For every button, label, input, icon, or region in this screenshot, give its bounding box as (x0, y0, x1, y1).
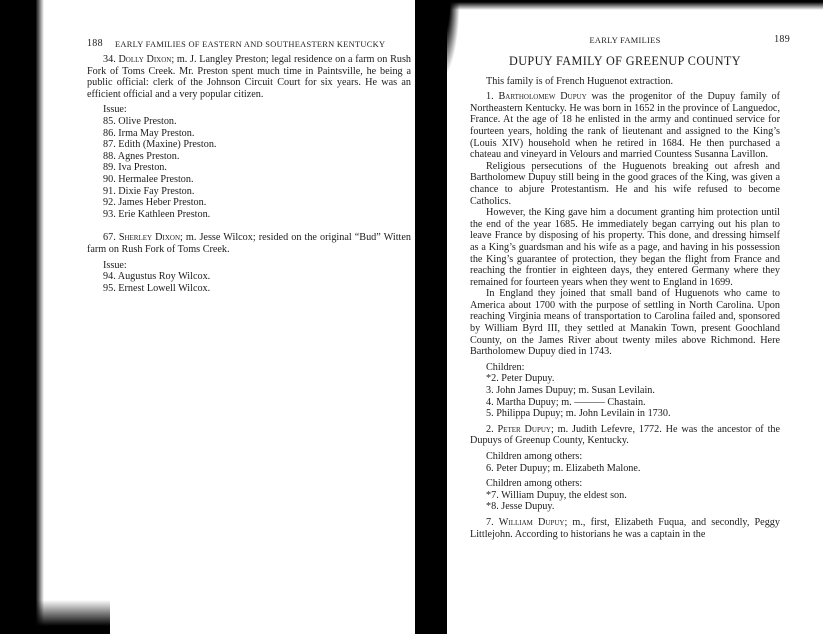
entry-2 (470, 424, 780, 447)
list-item: 92. James Heber Preston. (103, 197, 207, 209)
children-label: Children: (486, 361, 525, 373)
entry-name: Peter Dupuy (497, 423, 551, 435)
list-item: *2. Peter Dupuy. (486, 373, 555, 385)
list-item: 86. Irma May Preston. (103, 127, 195, 139)
list-item: 93. Erie Kathleen Preston. (103, 208, 211, 220)
list-item: 3. John James Dupuy; m. Susan Levilain. (486, 385, 655, 397)
entry-name: Sherley Dixon (118, 232, 181, 244)
children-among-label: Children among others: (486, 451, 583, 462)
paragraph: However, the King gave him a document granting him protection until the end of the year 1685. He immediately began carrying out his plan to leave France by disposing of his property. This done, and dressing himself as a King’s guardsman and his wife as a page, and having in his possession the King’s guarantee of protection, they began the flight from France and reaching the frontier in eighteen days, they entered Germany where they remained for fourteen years when they went to England in 1699. (470, 207, 780, 288)
right-running-head: EARLY FAMILIES (589, 36, 661, 45)
page-corner-shadow (0, 600, 110, 634)
paragraph: In England they joined that small band of Huguenots who came to America about 1700 with the purpose of settling in North Carolina. Upon reaching Virginia means of transportation to Carolina failed and, sponsored by William Byrd III, they settled at Manakin Town, present Goochland County, on the James River about twenty miles above Richmond. Here Bartholomew Dupuy died in 1743. (470, 288, 780, 358)
children-list-2 (470, 463, 780, 475)
list-item: 5. Philippa Dupuy; m. John Levilain in 1730. (486, 408, 671, 420)
entry-text: ; m. Judith Lefevre, 1772. He was the ancestor of the Dupuys of Greenup County, Kentucky. (470, 423, 781, 447)
issue-list-1 (87, 116, 411, 220)
entry-name: William Dupuy (498, 516, 565, 528)
entry-number: 7. (486, 516, 494, 528)
entry-1 (470, 91, 780, 161)
intro-paragraph: This family is of French Huguenot extraction. (486, 75, 674, 87)
list-item: *7. William Dupuy, the eldest son. (486, 489, 627, 501)
entry-text: ; m., first, Elizabeth Fuqua, and secondly, Peggy Littlejohn. According to historians he was a captain in the (470, 516, 780, 540)
entry-number: 2. (486, 423, 494, 435)
issue-list-2 (87, 271, 411, 294)
entry-name: Bartholomew Dupuy (498, 91, 587, 103)
list-item: 85. Olive Preston. (103, 115, 177, 127)
children-list-1 (470, 373, 780, 419)
book-gutter (415, 0, 447, 634)
list-item: 88. Agnes Preston. (103, 150, 180, 162)
list-item: 90. Hermalee Preston. (103, 173, 194, 185)
entry-34 (87, 54, 411, 100)
list-item: 94. Augustus Roy Wilcox. (103, 271, 211, 283)
left-page-number: 188 (87, 38, 103, 49)
entry-number: 67. (103, 232, 116, 244)
list-item: 6. Peter Dupuy; m. Elizabeth Malone. (486, 462, 641, 474)
children-list-3 (470, 490, 780, 513)
page-curl-left (30, 0, 44, 634)
entry-text: ; m. Jesse Wilcox; resided on the original “Bud” Witten farm on Rush Fork of Toms Creek. (87, 232, 411, 255)
top-edge-shadow (447, 0, 823, 10)
list-item: *8. Jesse Dupuy. (486, 501, 555, 513)
entry-name: Dolly Dixon (118, 54, 172, 65)
right-page-text (470, 34, 790, 540)
list-item: 91. Dixie Fay Preston. (103, 185, 195, 197)
left-running-head: EARLY FAMILIES OF EASTERN AND SOUTHEASTERN KENTUCKY (115, 40, 386, 49)
section-heading: DUPUY FAMILY OF GREENUP COUNTY (509, 54, 741, 68)
list-item: 95. Ernest Lowell Wilcox. (103, 282, 211, 294)
left-page-text (87, 38, 411, 294)
entry-7 (470, 517, 780, 540)
list-item: 87. Edith (Maxine) Preston. (103, 139, 217, 151)
entry-number: 34. (103, 54, 116, 65)
entry-number: 1. (486, 91, 494, 103)
children-among-label: Children among others: (486, 478, 583, 490)
issue-label: Issue: (103, 259, 127, 271)
right-running-header (470, 34, 790, 51)
entry-text: was the progenitor of the Dupuy family of Northeastern Kentucky. He was born in 1652 in the province of Languedoc, France. At the age of 18 he enlisted in the army and continued service for fourteen years, holding the rank of lieutenant and assigned to the King’s (Louis XIV) household when he retired in 1684. He then purchased a chateau and vineyard in Velours and married Countess Susanna Lavillon. (470, 91, 780, 161)
left-running-header (87, 38, 411, 54)
list-item: 4. Martha Dupuy; m. ——— Chastain. (486, 396, 646, 408)
page-curl-right (440, 0, 460, 80)
right-page-number: 189 (774, 34, 790, 45)
entry-67 (87, 232, 411, 255)
list-item: 89. Iva Preston. (103, 162, 167, 174)
issue-label: Issue: (103, 104, 127, 116)
entry-text: ; m. J. Langley Preston; legal residence on a farm on Rush Fork of Toms Creek. Mr. Preston spent much time in Paintsville, he being a public official: clerk of the Johnson Circuit Court for six years. He was an efficient official and a very popular citizen. (87, 54, 412, 100)
paragraph: Religious persecutions of the Huguenots breaking out afresh and Bartholomew Dupuy still being in the good graces of the King, was given a chance to abjure Protestantism. He and his wife refused to become Catholics. (470, 160, 780, 207)
